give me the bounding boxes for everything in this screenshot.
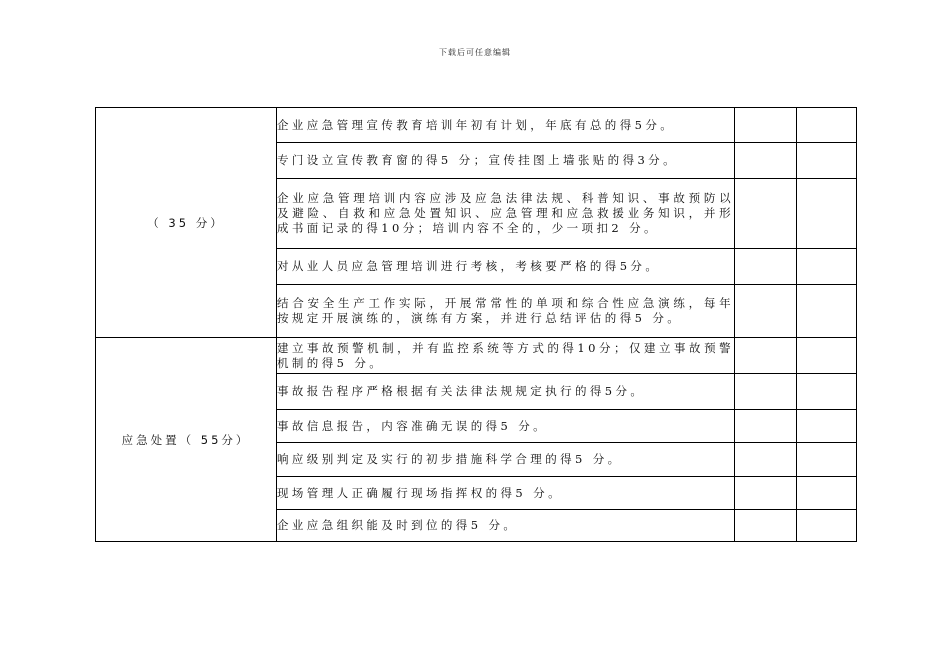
score-cell	[735, 374, 797, 410]
scoring-table	[95, 107, 857, 542]
remark-cell	[797, 410, 857, 443]
score-cell	[735, 410, 797, 443]
table-row	[96, 338, 857, 374]
remark-cell	[797, 338, 857, 374]
criterion-cell: 对从业人员应急管理培训进行考核，考核要严格的得5分。	[277, 249, 735, 285]
score-cell	[735, 108, 797, 143]
criterion-cell: 企业应急管理培训内容应涉及应急法律法规、科普知识、事故预防以及避险、自救和应急处置知识、应急管理和应急救援业务知识，并形成书面记录的得10分；培训内容不全的，少一项扣2 分。	[277, 179, 735, 249]
score-cell	[735, 477, 797, 510]
score-cell	[735, 510, 797, 542]
remark-cell	[797, 179, 857, 249]
criterion-cell: 建立事故预警机制，并有监控系统等方式的得10分；仅建立事故预警机制的得5 分。	[277, 338, 735, 374]
criterion-cell: 专门设立宣传教育窗的得5 分；宣传挂图上墙张贴的得3分。	[277, 143, 735, 179]
remark-cell	[797, 477, 857, 510]
remark-cell	[797, 374, 857, 410]
criterion-cell: 企业应急组织能及时到位的得5 分。	[277, 510, 735, 542]
score-cell	[735, 179, 797, 249]
criterion-cell: 结合安全生产工作实际，开展常常性的单项和综合性应急演练，每年按规定开展演练的，演练有方案，并进行总结评估的得5 分。	[277, 285, 735, 338]
header-note: 下载后可任意编辑	[439, 48, 511, 57]
criterion-cell: 企业应急管理宣传教育培训年初有计划，年底有总的得5分。	[277, 108, 735, 143]
table-row	[96, 108, 857, 143]
score-cell	[735, 249, 797, 285]
score-cell	[735, 338, 797, 374]
remark-cell	[797, 285, 857, 338]
category-cell: 应急处置（ 55分）	[96, 338, 277, 542]
score-cell	[735, 285, 797, 338]
remark-cell	[797, 143, 857, 179]
score-cell	[735, 143, 797, 179]
remark-cell	[797, 510, 857, 542]
remark-cell	[797, 249, 857, 285]
category-cell: （ 35 分）	[96, 108, 277, 338]
criterion-cell: 现场管理人正确履行现场指挥权的得5 分。	[277, 477, 735, 510]
remark-cell	[797, 443, 857, 477]
score-cell	[735, 443, 797, 477]
criterion-cell: 事故报告程序严格根据有关法律法规规定执行的得5分。	[277, 374, 735, 410]
criterion-cell: 事故信息报告，内容准确无误的得5 分。	[277, 410, 735, 443]
remark-cell	[797, 108, 857, 143]
criterion-cell: 响应级别判定及实行的初步措施科学合理的得5 分。	[277, 443, 735, 477]
